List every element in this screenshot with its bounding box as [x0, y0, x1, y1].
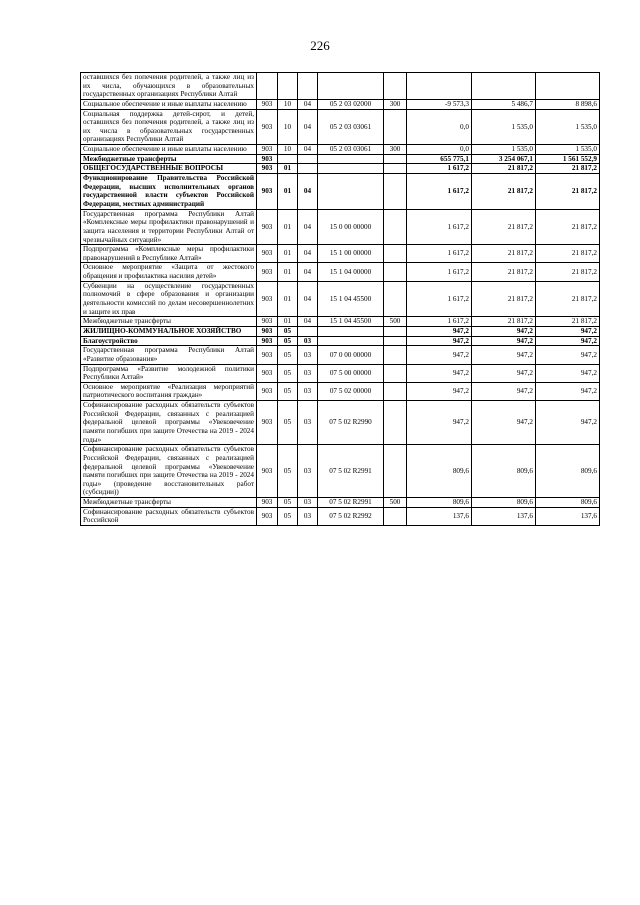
row-section-code: 05: [278, 498, 298, 508]
row-amount-2: 21 817,2: [472, 281, 536, 317]
row-amount-2: 21 817,2: [472, 245, 536, 263]
row-subsection-code: [298, 154, 318, 164]
row-amount-2: 809,6: [472, 445, 536, 498]
row-amount-1: 1 617,2: [407, 174, 472, 210]
table-row: [81, 382, 600, 400]
row-grbs-code: 903: [257, 245, 278, 263]
row-grbs-code: 903: [257, 346, 278, 364]
table-row: [81, 336, 600, 346]
row-grbs-code: 903: [257, 99, 278, 109]
table-row: [81, 326, 600, 336]
row-description: Софинансирование расходных обязательств субъектов Российской Федерации, связанных с реализацией федеральной целевой программы «Увековечение памяти погибших при защите Отечества на 2019 - 2024 годы» (проведение восстановительных работ (субсидии)): [81, 445, 257, 498]
row-description: Основное мероприятие «Реализация мероприятий патриотического воспитания граждан»: [81, 382, 257, 400]
table-row: [81, 145, 600, 155]
row-section-code: 01: [278, 317, 298, 327]
row-subsection-code: [298, 73, 318, 100]
row-expense-type-code: [384, 164, 407, 174]
row-expense-type-code: [384, 209, 407, 245]
row-target-article-code: [318, 336, 384, 346]
row-subsection-code: 03: [298, 382, 318, 400]
row-amount-3: 947,2: [536, 401, 600, 445]
row-amount-2: 21 817,2: [472, 263, 536, 281]
row-amount-3: 21 817,2: [536, 174, 600, 210]
row-description: Субвенции на осуществление государственных полномочий в сфере образования и организации деятельности комиссий по делам несовершеннолетних и защите их прав: [81, 281, 257, 317]
row-grbs-code: 903: [257, 281, 278, 317]
row-description: Межбюджетные трансферты: [81, 317, 257, 327]
row-amount-3: 21 817,2: [536, 245, 600, 263]
row-section-code: 05: [278, 445, 298, 498]
row-amount-1: 0,0: [407, 145, 472, 155]
row-target-article-code: 05 2 03 03061: [318, 109, 384, 145]
row-expense-type-code: [384, 382, 407, 400]
row-amount-2: 21 817,2: [472, 174, 536, 210]
row-section-code: 10: [278, 145, 298, 155]
row-subsection-code: [298, 326, 318, 336]
row-subsection-code: 03: [298, 401, 318, 445]
row-amount-1: 947,2: [407, 401, 472, 445]
row-expense-type-code: [384, 109, 407, 145]
budget-table: [80, 72, 600, 526]
row-target-article-code: 07 5 02 R2990: [318, 401, 384, 445]
row-amount-2: 947,2: [472, 326, 536, 336]
row-subsection-code: 03: [298, 336, 318, 346]
row-grbs-code: 903: [257, 164, 278, 174]
row-subsection-code: 04: [298, 109, 318, 145]
row-target-article-code: 15 1 04 00000: [318, 263, 384, 281]
row-section-code: 01: [278, 281, 298, 317]
row-grbs-code: 903: [257, 326, 278, 336]
row-amount-1: 947,2: [407, 364, 472, 382]
row-subsection-code: 04: [298, 145, 318, 155]
row-target-article-code: 07 5 02 R2992: [318, 507, 384, 525]
row-description: ЖИЛИЩНО-КОММУНАЛЬНОЕ ХОЗЯЙСТВО: [81, 326, 257, 336]
row-target-article-code: 07 5 02 R2991: [318, 445, 384, 498]
row-amount-3: 947,2: [536, 364, 600, 382]
row-amount-2: 3 254 067,1: [472, 154, 536, 164]
row-amount-1: 809,6: [407, 498, 472, 508]
row-amount-3: 947,2: [536, 382, 600, 400]
row-description: Социальное обеспечение и иные выплаты населению: [81, 145, 257, 155]
row-target-article-code: 15 1 04 45500: [318, 317, 384, 327]
row-amount-1: 947,2: [407, 346, 472, 364]
row-grbs-code: 903: [257, 145, 278, 155]
row-section-code: [278, 154, 298, 164]
row-section-code: 05: [278, 336, 298, 346]
table-row: [81, 317, 600, 327]
row-description: ОБЩЕГОСУДАРСТВЕННЫЕ ВОПРОСЫ: [81, 164, 257, 174]
row-amount-2: 947,2: [472, 336, 536, 346]
row-subsection-code: 03: [298, 346, 318, 364]
row-target-article-code: [318, 154, 384, 164]
row-subsection-code: 04: [298, 174, 318, 210]
row-amount-1: 809,6: [407, 445, 472, 498]
row-target-article-code: 15 1 04 45500: [318, 281, 384, 317]
table-row: [81, 73, 600, 100]
row-expense-type-code: [384, 336, 407, 346]
row-amount-3: 809,6: [536, 498, 600, 508]
row-amount-3: 947,2: [536, 336, 600, 346]
row-description: Государственная программа Республики Алтай «Развитие образования»: [81, 346, 257, 364]
row-amount-3: 8 898,6: [536, 99, 600, 109]
row-amount-2: [472, 73, 536, 100]
row-grbs-code: 903: [257, 317, 278, 327]
row-amount-2: 947,2: [472, 401, 536, 445]
row-amount-3: 21 817,2: [536, 281, 600, 317]
row-amount-1: 1 617,2: [407, 245, 472, 263]
row-amount-3: 137,6: [536, 507, 600, 525]
row-amount-1: 655 775,1: [407, 154, 472, 164]
row-amount-3: 21 817,2: [536, 164, 600, 174]
table-row: [81, 154, 600, 164]
row-expense-type-code: [384, 174, 407, 210]
row-grbs-code: 903: [257, 364, 278, 382]
row-description: оставшихся без попечения родителей, а также лиц из их числа, обучающихся в образовательных государственных организациях Республики Алтай: [81, 73, 257, 100]
row-expense-type-code: 500: [384, 317, 407, 327]
row-section-code: 01: [278, 245, 298, 263]
row-target-article-code: [318, 164, 384, 174]
row-grbs-code: 903: [257, 445, 278, 498]
row-amount-2: 137,6: [472, 507, 536, 525]
row-section-code: 05: [278, 507, 298, 525]
row-subsection-code: 04: [298, 281, 318, 317]
row-section-code: 05: [278, 382, 298, 400]
row-expense-type-code: 300: [384, 99, 407, 109]
row-target-article-code: 07 5 02 00000: [318, 382, 384, 400]
row-amount-3: 809,6: [536, 445, 600, 498]
row-target-article-code: 07 5 02 R2991: [318, 498, 384, 508]
row-amount-3: 1 561 552,9: [536, 154, 600, 164]
row-amount-1: 0,0: [407, 109, 472, 145]
row-grbs-code: 903: [257, 154, 278, 164]
row-grbs-code: 903: [257, 209, 278, 245]
row-amount-2: 5 486,7: [472, 99, 536, 109]
row-amount-3: 1 535,0: [536, 109, 600, 145]
row-expense-type-code: [384, 346, 407, 364]
row-section-code: [278, 73, 298, 100]
table-row: [81, 164, 600, 174]
row-amount-1: -9 573,3: [407, 99, 472, 109]
row-description: Функционирование Правительства Российской Федерации, высших исполнительных органов государственной власти субъектов Российской Федерации, местных администраций: [81, 174, 257, 210]
row-subsection-code: 04: [298, 99, 318, 109]
table-row: [81, 245, 600, 263]
row-amount-3: 947,2: [536, 346, 600, 364]
table-row: [81, 263, 600, 281]
row-description: Основное мероприятие «Защита от жестокого обращения и профилактика насилия детей»: [81, 263, 257, 281]
row-section-code: 05: [278, 326, 298, 336]
table-row: [81, 445, 600, 498]
row-expense-type-code: [384, 445, 407, 498]
table-row: [81, 498, 600, 508]
row-target-article-code: 05 2 03 02000: [318, 99, 384, 109]
row-amount-3: 1 535,0: [536, 145, 600, 155]
table-row: [81, 109, 600, 145]
row-expense-type-code: [384, 73, 407, 100]
row-section-code: 05: [278, 401, 298, 445]
table-row: [81, 401, 600, 445]
table-row: [81, 174, 600, 210]
table-row: [81, 209, 600, 245]
table-row: [81, 507, 600, 525]
row-amount-3: 947,2: [536, 326, 600, 336]
row-grbs-code: 903: [257, 336, 278, 346]
budget-table-body: [81, 73, 600, 526]
row-subsection-code: 04: [298, 263, 318, 281]
row-section-code: 10: [278, 99, 298, 109]
row-amount-1: 947,2: [407, 336, 472, 346]
row-amount-3: 21 817,2: [536, 317, 600, 327]
row-expense-type-code: 300: [384, 145, 407, 155]
row-amount-2: 1 535,0: [472, 145, 536, 155]
page-number: 226: [310, 38, 330, 53]
row-target-article-code: [318, 174, 384, 210]
row-subsection-code: 04: [298, 245, 318, 263]
row-target-article-code: 07 5 00 00000: [318, 364, 384, 382]
row-amount-1: 1 617,2: [407, 263, 472, 281]
row-grbs-code: 903: [257, 382, 278, 400]
row-amount-2: 947,2: [472, 346, 536, 364]
row-amount-2: 947,2: [472, 364, 536, 382]
row-amount-1: 1 617,2: [407, 164, 472, 174]
row-expense-type-code: [384, 364, 407, 382]
row-expense-type-code: 500: [384, 498, 407, 508]
row-expense-type-code: [384, 245, 407, 263]
row-grbs-code: 903: [257, 109, 278, 145]
row-amount-1: 947,2: [407, 326, 472, 336]
row-amount-1: 1 617,2: [407, 281, 472, 317]
row-amount-2: 1 535,0: [472, 109, 536, 145]
row-description: Благоустройство: [81, 336, 257, 346]
row-description: Софинансирование расходных обязательств субъектов Российской Федерации, связанных с реализацией федеральной целевой программы «Увековечение памяти погибших при защите Отечества на 2019 - 2024 годы»: [81, 401, 257, 445]
row-amount-3: [536, 73, 600, 100]
row-expense-type-code: [384, 263, 407, 281]
row-grbs-code: 903: [257, 498, 278, 508]
row-amount-2: 21 817,2: [472, 164, 536, 174]
row-expense-type-code: [384, 401, 407, 445]
row-target-article-code: [318, 326, 384, 336]
row-expense-type-code: [384, 326, 407, 336]
row-amount-2: 21 817,2: [472, 317, 536, 327]
row-target-article-code: 07 0 00 00000: [318, 346, 384, 364]
row-expense-type-code: [384, 281, 407, 317]
row-section-code: 01: [278, 174, 298, 210]
row-description: Межбюджетные трансферты: [81, 154, 257, 164]
row-expense-type-code: [384, 507, 407, 525]
row-description: Софинансирование расходных обязательств субъектов Российской: [81, 507, 257, 525]
row-amount-1: 947,2: [407, 382, 472, 400]
row-description: Межбюджетные трансферты: [81, 498, 257, 508]
row-subsection-code: 03: [298, 445, 318, 498]
row-grbs-code: 903: [257, 174, 278, 210]
row-amount-2: 809,6: [472, 498, 536, 508]
row-grbs-code: 903: [257, 507, 278, 525]
row-subsection-code: [298, 164, 318, 174]
row-grbs-code: 903: [257, 263, 278, 281]
row-target-article-code: 15 1 00 00000: [318, 245, 384, 263]
row-section-code: 01: [278, 209, 298, 245]
table-row: [81, 99, 600, 109]
row-grbs-code: 903: [257, 401, 278, 445]
row-target-article-code: 05 2 03 03061: [318, 145, 384, 155]
row-description: Социальное обеспечение и иные выплаты населению: [81, 99, 257, 109]
row-amount-1: 137,6: [407, 507, 472, 525]
row-subsection-code: 03: [298, 364, 318, 382]
row-grbs-code: [257, 73, 278, 100]
row-amount-2: 947,2: [472, 382, 536, 400]
row-amount-3: 21 817,2: [536, 263, 600, 281]
row-amount-1: 1 617,2: [407, 209, 472, 245]
row-amount-2: 21 817,2: [472, 209, 536, 245]
row-section-code: 05: [278, 364, 298, 382]
row-amount-3: 21 817,2: [536, 209, 600, 245]
row-subsection-code: 03: [298, 507, 318, 525]
table-row: [81, 364, 600, 382]
row-target-article-code: 15 0 00 00000: [318, 209, 384, 245]
table-row: [81, 346, 600, 364]
row-amount-1: [407, 73, 472, 100]
row-subsection-code: 03: [298, 498, 318, 508]
row-expense-type-code: [384, 154, 407, 164]
row-description: Социальная поддержка детей-сирот, и детей, оставшихся без попечения родителей, а также лиц из их числа в образовательных государственных организациях Республики Алтай: [81, 109, 257, 145]
row-description: Государственная программа Республики Алтай «Комплексные меры профилактики правонарушений и защита населения и территории Республики Алтай от чрезвычайных ситуаций»: [81, 209, 257, 245]
row-section-code: 01: [278, 164, 298, 174]
row-section-code: 01: [278, 263, 298, 281]
row-amount-1: 1 617,2: [407, 317, 472, 327]
table-row: [81, 281, 600, 317]
row-subsection-code: 04: [298, 317, 318, 327]
row-section-code: 05: [278, 346, 298, 364]
row-description: Подпрограмма «Комплексные меры профилактики правонарушений в Республике Алтай»: [81, 245, 257, 263]
row-subsection-code: 04: [298, 209, 318, 245]
row-target-article-code: [318, 73, 384, 100]
row-description: Подпрограмма «Развитие молодежной политики Республики Алтай»: [81, 364, 257, 382]
row-section-code: 10: [278, 109, 298, 145]
